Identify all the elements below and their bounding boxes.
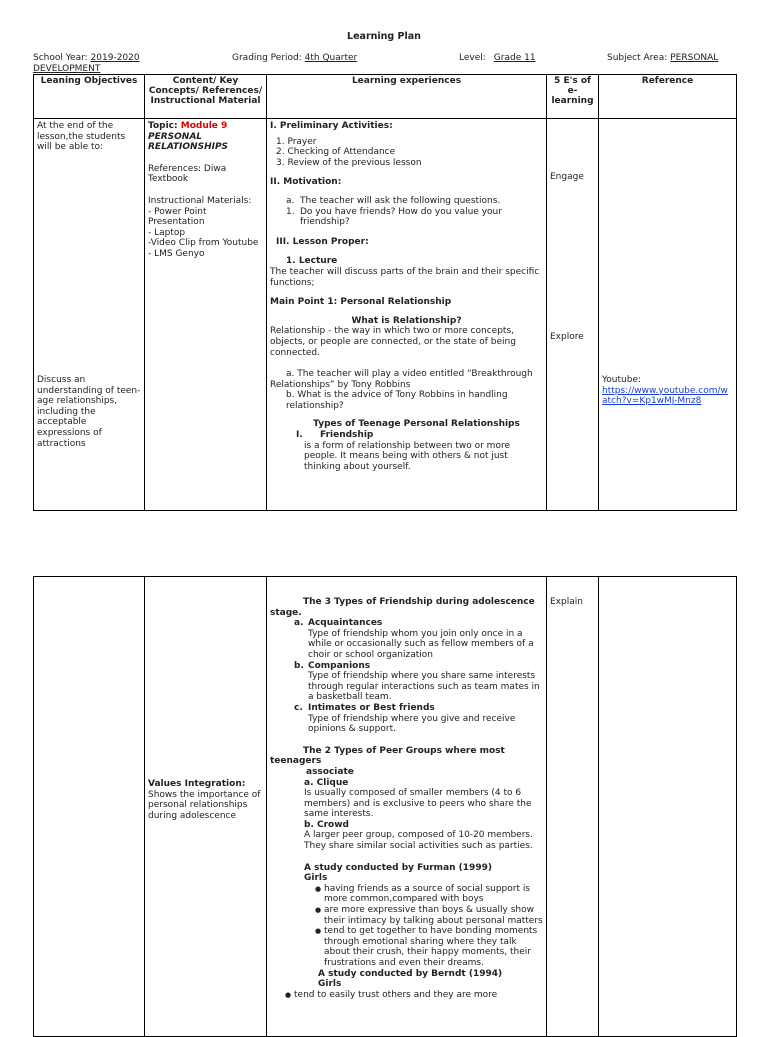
- e-engage: Engage: [550, 172, 584, 182]
- girls-label-2: Girls: [318, 979, 342, 990]
- motivation-heading: II. Motivation:: [270, 177, 342, 188]
- content-cell: [145, 119, 267, 511]
- peer-groups-heading: The 2 Types of Peer Groups where most teenagers: [270, 745, 505, 767]
- material-item: - Power Point Presentation: [148, 206, 207, 228]
- five-es-cell-2: [547, 577, 599, 1037]
- materials-label: Instructional Materials:: [148, 195, 252, 206]
- motivation-num: 1.: [286, 206, 295, 217]
- topic-name: PERSONAL RELATIONSHIPS: [148, 131, 229, 153]
- topic-module: Module 9: [180, 121, 228, 131]
- school-year: [33, 53, 140, 64]
- friendship-text: is a form of relationship between two or more people. It means being with others & not just thinking about yourself.: [304, 440, 510, 472]
- document-header: [33, 53, 753, 75]
- reference-cell-2: [599, 577, 737, 1037]
- types-heading: Types of Teenage Personal Relationships: [313, 419, 520, 430]
- clique-label: a. Clique: [304, 777, 349, 788]
- prelim-item: 3. Review of the previous lesson: [276, 157, 422, 168]
- youtube-link[interactable]: https://www.youtube.com/watch?v=Kp1wMJ-Mnz8: [602, 385, 728, 407]
- lecture-heading: 1. Lecture: [286, 256, 338, 267]
- e-explore: Explore: [550, 332, 584, 342]
- reference-cell: [599, 119, 737, 511]
- material-item: -Video Clip from Youtube: [148, 238, 259, 249]
- topic-label: Topic:: [148, 121, 178, 131]
- material-item: - LMS Genyo: [148, 248, 205, 259]
- what-is-relationship: What is Relationship?: [351, 315, 462, 326]
- header-learning-experiences: Learning experiences: [267, 75, 547, 119]
- subject-value-continued: DEVELOPMENT: [33, 64, 101, 74]
- grading-period: [232, 53, 455, 64]
- values-integration-text: Shows the importance of personal relationships during adolescence: [148, 789, 261, 821]
- lecture-text: The teacher will discuss parts of the brain and their specific functions;: [270, 266, 540, 288]
- learning-experiences-cell: [267, 119, 547, 511]
- reference-label: Youtube:: [602, 375, 642, 385]
- motivation-num: a.: [286, 195, 295, 206]
- girls-label: Girls: [304, 873, 328, 884]
- header-reference: Reference: [599, 75, 737, 119]
- motivation-item: Do you have friends? How do you value your friendship?: [300, 206, 502, 228]
- friend-type-text: Type of friendship where you give and receive opinions & support.: [308, 713, 516, 735]
- friendship-num: I.: [296, 430, 303, 441]
- subject-label: Subject Area:: [607, 53, 668, 63]
- five-es-cell: [547, 119, 599, 511]
- grading-value: 4th Quarter: [304, 53, 358, 63]
- objectives-cell: [34, 119, 145, 511]
- subject-area: [607, 53, 718, 64]
- level-value: Grade 11: [493, 53, 536, 63]
- video-instruction-a2: Relationships” by Tony Robbins: [270, 379, 411, 390]
- three-types-heading: The 3 Types of Friendship during adolescence stage.: [270, 597, 535, 618]
- friend-type-num: c.: [294, 702, 303, 713]
- references-text: References: Diwa Textbook: [148, 163, 227, 185]
- relationship-definition: Relationship - the way in which two or more concepts, objects, or people are connected, or the state of being connected.: [270, 326, 516, 358]
- furman-bullet: are more expressive than boys & usually show their intimacy by talking about personal matters: [324, 905, 543, 926]
- learning-experiences-cell-2: [267, 577, 547, 1037]
- prelim-heading: I. Preliminary Activities:: [270, 121, 393, 131]
- berndt-bullet: tend to easily trust others and they are more: [294, 989, 498, 1000]
- prelim-item: 1. Prayer: [276, 136, 317, 147]
- page-title: Learning Plan: [347, 31, 421, 42]
- grading-label: Grading Period:: [232, 53, 302, 63]
- objectives-main: Discuss an understanding of teen-age relationships, including the acceptable expressions of attractions: [37, 375, 141, 449]
- furman-bullet: tend to get together to have bonding moments through emotional sharing where they talk about their crush, their happy moments, their frustrations and even their dreams.: [324, 926, 538, 968]
- crowd-label: b. Crowd: [304, 819, 349, 830]
- friend-type-num: b.: [294, 660, 304, 671]
- motivation-item: The teacher will ask the following questions.: [300, 195, 501, 206]
- berndt-heading: A study conducted by Berndt (1994): [318, 968, 503, 979]
- friend-type-label: Acquaintances: [308, 618, 383, 629]
- furman-heading: A study conducted by Furman (1999): [304, 862, 492, 873]
- bullet-icon: ●: [314, 906, 322, 915]
- school-year-value: 2019-2020: [90, 53, 140, 63]
- objectives-cell-2: [34, 577, 145, 1037]
- prelim-item: 2. Checking of Attendance: [276, 147, 396, 158]
- content-cell-2: [145, 577, 267, 1037]
- video-instruction-a: a. The teacher will play a video entitled “Breakthrough: [286, 369, 533, 380]
- level-label: Level:: [459, 53, 486, 63]
- learning-plan-table-1: [33, 74, 737, 511]
- values-integration-label: Values Integration:: [148, 779, 246, 789]
- friendship-label: Friendship: [320, 430, 374, 441]
- lesson-proper-heading: III. Lesson Proper:: [276, 236, 369, 247]
- bullet-icon: ●: [314, 884, 322, 893]
- video-instruction-b: b. What is the advice of Tony Robbins in handling relationship?: [286, 390, 508, 411]
- learning-plan-table-2: [33, 576, 737, 1037]
- main-point: Main Point 1: Personal Relationship: [270, 297, 452, 308]
- header-content: Content/ Key Concepts/ References/ Instructional Material: [145, 75, 267, 119]
- header-5es: 5 E's of e-learning: [547, 75, 599, 119]
- e-explain: Explain: [550, 597, 583, 607]
- level: [459, 53, 612, 64]
- objectives-intro: At the end of the lesson,the students will be able to:: [37, 121, 126, 153]
- school-year-label: School Year:: [33, 53, 88, 63]
- header-objectives: Leaning Objectives: [34, 75, 145, 119]
- clique-text: Is usually composed of smaller members (4 to 6 members) and is exclusive to peers who share the same interests.: [304, 788, 532, 820]
- friend-type-label: Companions: [308, 660, 371, 671]
- friend-type-text: Type of friendship where you share same interests through regular interactions such as team mates in a basketball team.: [308, 671, 540, 703]
- bullet-icon: ●: [314, 927, 322, 936]
- friend-type-text: Type of friendship whom you join only once in a while or occasionally such as fellow members of a choir or school organization: [308, 628, 534, 660]
- crowd-text: A larger peer group, composed of 10-20 members. They share similar social activities such as parties.: [304, 830, 533, 852]
- bullet-icon: ●: [284, 990, 292, 999]
- subject-value: PERSONAL: [670, 53, 719, 63]
- furman-bullet: having friends as a source of social support is more common,compared with boys: [324, 883, 531, 905]
- peer-groups-heading-2: associate: [306, 766, 354, 777]
- friend-type-label: Intimates or Best friends: [308, 702, 435, 713]
- friend-type-num: a.: [294, 618, 304, 629]
- material-item: - Laptop: [148, 227, 186, 238]
